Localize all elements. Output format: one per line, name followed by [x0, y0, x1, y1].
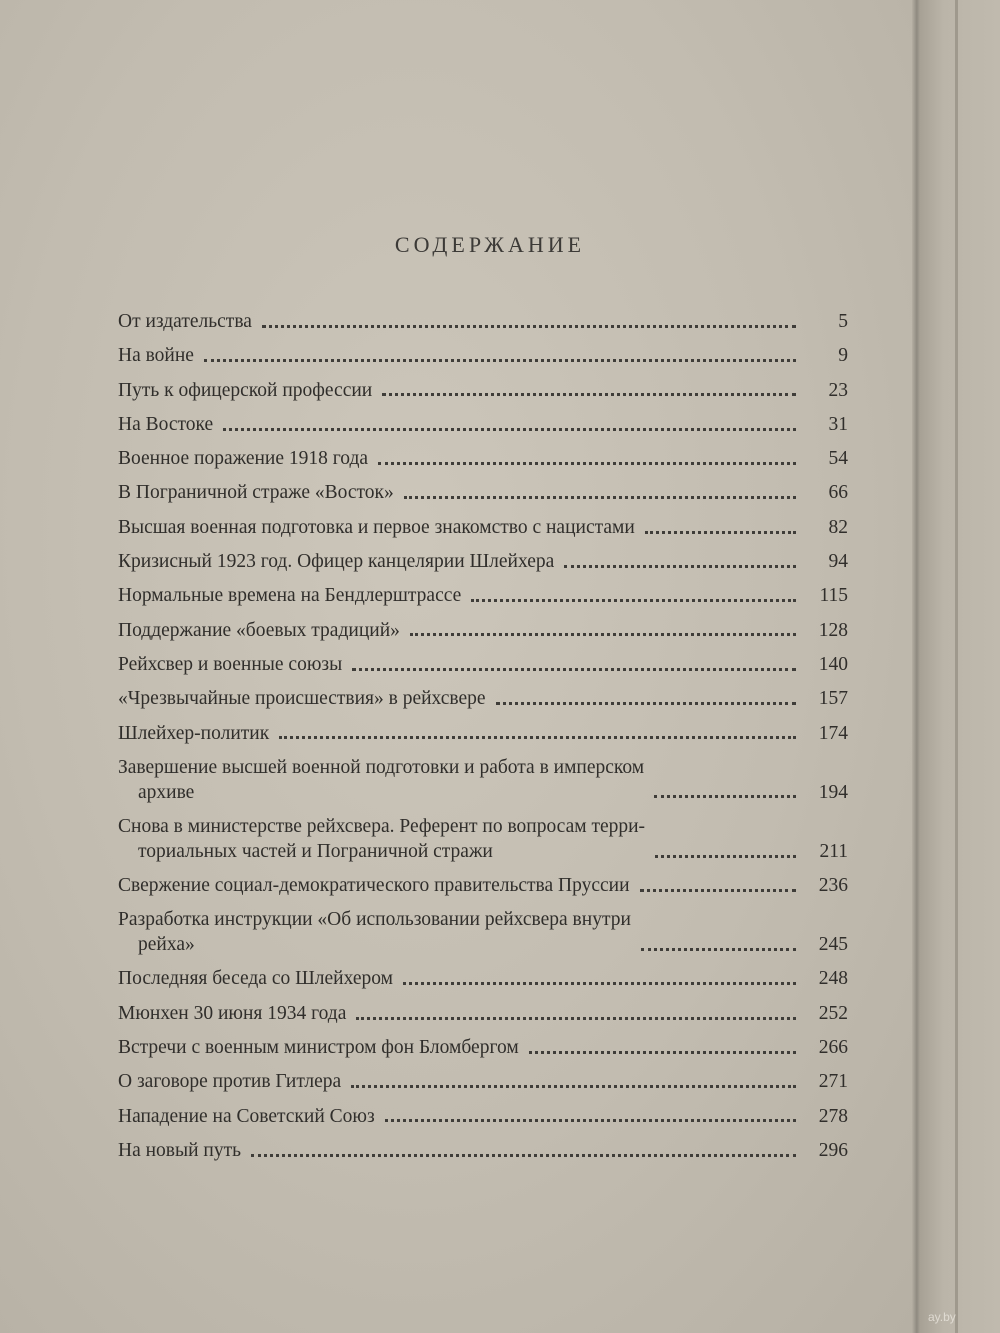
toc-entry-title: Военное поражение 1918 года [118, 448, 369, 470]
toc-page-number: 157 [818, 688, 848, 710]
page-edge [912, 0, 920, 1333]
dot-leader [654, 795, 796, 798]
toc-page-number: 128 [818, 619, 848, 641]
watermark: ay.by [928, 1310, 956, 1324]
toc-entry-line: Снова в министерстве рейхсвера. Референт по вопросам терри- [118, 815, 646, 837]
toc-entry [118, 550, 848, 575]
toc-entry-title [118, 756, 644, 806]
toc-entry [118, 1105, 848, 1130]
toc-entry-title: Поддержание «боевых традиций» [118, 619, 400, 641]
dot-leader [410, 633, 796, 636]
toc-entry-title: Рейхсвер и военные союзы [118, 653, 343, 675]
toc-entry-title: О заговоре против Гитлера [118, 1071, 342, 1093]
toc-page-number: 115 [819, 585, 848, 607]
toc-entry-title: Последняя беседа со Шлейхером [118, 968, 393, 990]
table-of-contents [118, 310, 848, 1173]
dot-leader [352, 668, 796, 671]
dot-leader [204, 359, 796, 362]
toc-page-number: 23 [828, 379, 848, 401]
toc-page-number: 248 [818, 968, 848, 990]
toc-entry [118, 1070, 848, 1095]
toc-entry-title [118, 908, 631, 958]
toc-entry [118, 722, 848, 747]
toc-entry [118, 1036, 848, 1061]
toc-entry [118, 413, 848, 438]
toc-entry-title: Высшая военная подготовка и первое знакомство с нацистами [118, 516, 635, 538]
toc-page-number: 82 [828, 516, 848, 538]
dot-leader [378, 462, 796, 465]
toc-page-number: 266 [818, 1037, 848, 1059]
toc-page-number: 236 [818, 875, 848, 897]
toc-entry [118, 874, 848, 899]
toc-entry-title: Шлейхер-политик [118, 722, 270, 744]
toc-entry [118, 815, 848, 865]
toc-page-number: 54 [828, 448, 848, 470]
dot-leader [641, 948, 796, 951]
toc-page-number: 245 [818, 934, 848, 956]
toc-page-number: 31 [828, 413, 848, 435]
toc-page-number: 66 [828, 482, 848, 504]
dot-leader [496, 702, 796, 705]
toc-page-number: 9 [838, 345, 848, 367]
toc-entry-title [118, 815, 645, 865]
dot-leader [385, 1119, 796, 1122]
toc-entry [118, 584, 848, 609]
dot-leader [404, 496, 796, 499]
toc-entry-title: На Востоке [118, 413, 214, 435]
toc-entry-title: На новый путь [118, 1139, 242, 1161]
dot-leader [655, 855, 796, 858]
toc-entry-title: Мюнхен 30 июня 1934 года [118, 1002, 347, 1024]
toc-entry [118, 1002, 848, 1027]
toc-page-number: 174 [818, 722, 848, 744]
toc-entry [118, 756, 848, 806]
toc-entry-title: «Чрезвычайные происшествия» в рейхсвере [118, 688, 486, 710]
dot-leader [403, 982, 796, 985]
dot-leader [251, 1154, 796, 1157]
toc-entry-title: Путь к офицерской профессии [118, 379, 373, 401]
dot-leader [471, 599, 796, 602]
toc-entry [118, 379, 848, 404]
page-title: СОДЕРЖАНИЕ [394, 232, 586, 257]
adjacent-page [920, 0, 1000, 1333]
toc-entry-title: Встречи с военным министром фон Бломбергом [118, 1037, 519, 1059]
toc-page-number: 296 [818, 1139, 848, 1161]
toc-entry-continuation: ториальных частей и Пограничной стражи [138, 840, 493, 862]
toc-entry-title: От издательства [118, 311, 252, 332]
dot-leader [356, 1017, 796, 1020]
toc-entry [118, 344, 848, 369]
toc-entry-title: Свержение социал-демократического правительства Пруссии [118, 875, 630, 897]
toc-entry [118, 653, 848, 678]
toc-page-number: 278 [818, 1105, 848, 1127]
toc-entry [118, 1139, 848, 1164]
dot-leader [645, 531, 796, 534]
dot-leader [529, 1051, 796, 1054]
toc-page-number: 271 [818, 1071, 848, 1093]
toc-page-number: 194 [818, 781, 848, 803]
toc-entry [118, 908, 848, 958]
toc-entry-continuation: рейха» [138, 934, 195, 956]
dot-leader [262, 325, 796, 328]
dot-leader [279, 736, 796, 739]
toc-entry-line: Завершение высшей военной подготовки и работа в имперском [118, 756, 645, 778]
toc-entry [118, 481, 848, 506]
toc-page-number: 94 [828, 551, 848, 573]
adjacent-page-edge [955, 0, 958, 1333]
toc-entry-title: Нападение на Советский Союз [118, 1105, 375, 1127]
toc-entry [118, 967, 848, 992]
dot-leader [382, 393, 796, 396]
toc-page-number: 211 [819, 840, 848, 862]
toc-page-number: 140 [818, 653, 848, 675]
dot-leader [223, 428, 796, 431]
dot-leader [564, 565, 796, 568]
dot-leader [640, 889, 796, 892]
toc-entry [118, 310, 848, 335]
toc-entry [118, 516, 848, 541]
toc-entry-line: Разработка инструкции «Об использовании рейхсвера внутри [118, 909, 631, 931]
toc-entry-title: Нормальные времена на Бендлерштрассе [118, 585, 462, 607]
toc-page-number: 5 [838, 311, 848, 332]
toc-entry-title: В Пограничной страже «Восток» [118, 482, 394, 504]
toc-page-number: 252 [818, 1002, 848, 1024]
toc-entry-continuation: архиве [138, 781, 195, 803]
toc-entry-title: На войне [118, 345, 194, 367]
dot-leader [351, 1085, 796, 1088]
toc-entry [118, 619, 848, 644]
toc-entry [118, 687, 848, 712]
toc-entry [118, 447, 848, 472]
toc-entry-title: Кризисный 1923 год. Офицер канцелярии Шлейхера [118, 551, 555, 573]
